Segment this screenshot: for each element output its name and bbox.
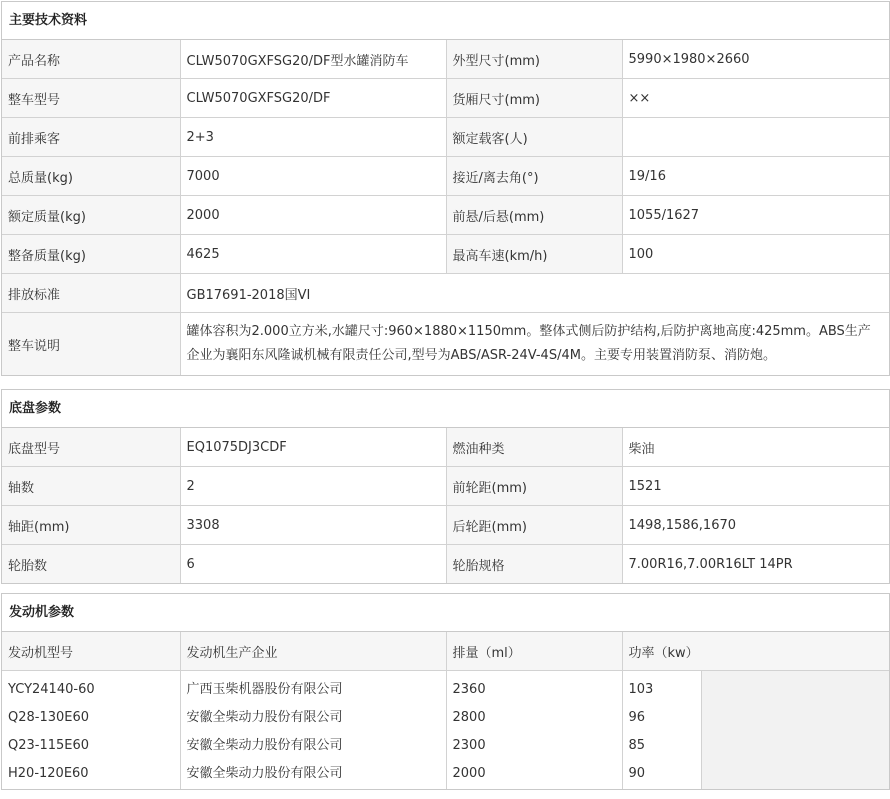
- spec-label: 整车型号: [2, 79, 180, 118]
- spec-label: 整车说明: [2, 313, 180, 376]
- engine-maker: 安徽全柴动力股份有限公司: [186, 766, 343, 781]
- spec-value: 4625: [180, 235, 446, 274]
- spec-label: 整备质量(kg): [2, 235, 180, 274]
- spec-value: 2: [180, 467, 446, 506]
- table-row: [2, 428, 889, 467]
- engine-power: 96: [628, 710, 646, 725]
- spec-label: 燃油种类: [446, 428, 622, 467]
- engine-displacement: 2360: [452, 682, 486, 697]
- engine-power: 85: [628, 738, 646, 753]
- spec-value: [622, 118, 889, 157]
- vehicle-description: 罐体容积为2.000立方米,水罐尺寸:960×1880×1150mm。整体式侧后防护结构,后防护离地高度:425mm。ABS生产企业为襄阳东风隆诚机械有限责任公司,型号为ABS/ASR-24V-4S/4M。主要专用装置消防泵、消防炮。: [180, 313, 889, 376]
- engine-table: [2, 632, 889, 789]
- engine-power-cell: [622, 671, 889, 790]
- table-row: [2, 235, 889, 274]
- spec-label: 排放标准: [2, 274, 180, 313]
- engine-section: [1, 593, 890, 790]
- spec-label: 底盘型号: [2, 428, 180, 467]
- chassis-table: [2, 428, 889, 583]
- spec-label: 额定载客(人): [446, 118, 622, 157]
- spec-value: ××: [622, 79, 889, 118]
- spec-label: 轮胎规格: [446, 545, 622, 584]
- spec-value: 5990×1980×2660: [622, 40, 889, 79]
- chassis-section: [1, 389, 890, 584]
- spec-value: 1521: [622, 467, 889, 506]
- engine-models-cell: [2, 671, 180, 790]
- engine-title: 发动机参数: [2, 594, 889, 632]
- table-row: [2, 545, 889, 584]
- spec-label: 前悬/后悬(mm): [446, 196, 622, 235]
- table-row: [2, 506, 889, 545]
- spec-value: 1055/1627: [622, 196, 889, 235]
- spec-value: 3308: [180, 506, 446, 545]
- spec-label: 货厢尺寸(mm): [446, 79, 622, 118]
- table-row: [2, 313, 889, 376]
- spec-label: 轴数: [2, 467, 180, 506]
- spec-label: 总质量(kg): [2, 157, 180, 196]
- engine-model: Q23-115E60: [8, 738, 90, 753]
- table-row: [2, 157, 889, 196]
- spec-value: CLW5070GXFSG20/DF型水罐消防车: [180, 40, 446, 79]
- engine-maker: 安徽全柴动力股份有限公司: [186, 710, 343, 725]
- spec-label: 轮胎数: [2, 545, 180, 584]
- spec-value: GB17691-2018国VI: [180, 274, 889, 313]
- column-header: 发动机型号: [2, 632, 180, 671]
- engine-model: H20-120E60: [8, 766, 89, 781]
- engine-model: Q28-130E60: [8, 710, 90, 725]
- column-header: 功率（kw）: [622, 632, 889, 671]
- table-row: [2, 118, 889, 157]
- column-header: 排量（ml）: [446, 632, 622, 671]
- spec-value: 1498,1586,1670: [622, 506, 889, 545]
- spec-value: CLW5070GXFSG20/DF: [180, 79, 446, 118]
- spec-value: 2+3: [180, 118, 446, 157]
- chassis-title: 底盘参数: [2, 390, 889, 428]
- engine-maker: 安徽全柴动力股份有限公司: [186, 738, 343, 753]
- spec-label: 前排乘客: [2, 118, 180, 157]
- table-header-row: [2, 632, 889, 671]
- engine-makers-cell: [180, 671, 446, 790]
- spec-label: 产品名称: [2, 40, 180, 79]
- spec-label: 轴距(mm): [2, 506, 180, 545]
- engine-displacement-cell: [446, 671, 622, 790]
- main-specs-table: [2, 40, 889, 375]
- engine-displacement: 2000: [452, 766, 486, 781]
- spec-label: 外型尺寸(mm): [446, 40, 622, 79]
- table-row: [2, 671, 889, 790]
- spec-label: 额定质量(kg): [2, 196, 180, 235]
- main-specs-title: 主要技术资料: [2, 2, 889, 40]
- main-specs-section: [1, 1, 890, 376]
- spec-label: 后轮距(mm): [446, 506, 622, 545]
- table-row: [2, 40, 889, 79]
- spec-value: 6: [180, 545, 446, 584]
- spec-value: 2000: [180, 196, 446, 235]
- spec-value: 柴油: [622, 428, 889, 467]
- engine-maker: 广西玉柴机器股份有限公司: [186, 682, 343, 697]
- engine-displacement: 2800: [452, 710, 486, 725]
- spec-value: EQ1075DJ3CDF: [180, 428, 446, 467]
- spec-value: 100: [622, 235, 889, 274]
- engine-displacement: 2300: [452, 738, 486, 753]
- table-row: [2, 196, 889, 235]
- engine-power: 90: [628, 766, 646, 781]
- engine-model: YCY24140-60: [8, 682, 95, 697]
- engine-power: 103: [628, 682, 654, 697]
- spec-label: 前轮距(mm): [446, 467, 622, 506]
- spec-value: 7000: [180, 157, 446, 196]
- column-header: 发动机生产企业: [180, 632, 446, 671]
- table-row: [2, 79, 889, 118]
- spec-label: 接近/离去角(°): [446, 157, 622, 196]
- spec-label: 最高车速(km/h): [446, 235, 622, 274]
- spec-value: 7.00R16,7.00R16LT 14PR: [622, 545, 889, 584]
- spec-value: 19/16: [622, 157, 889, 196]
- table-row: [2, 467, 889, 506]
- table-row: [2, 274, 889, 313]
